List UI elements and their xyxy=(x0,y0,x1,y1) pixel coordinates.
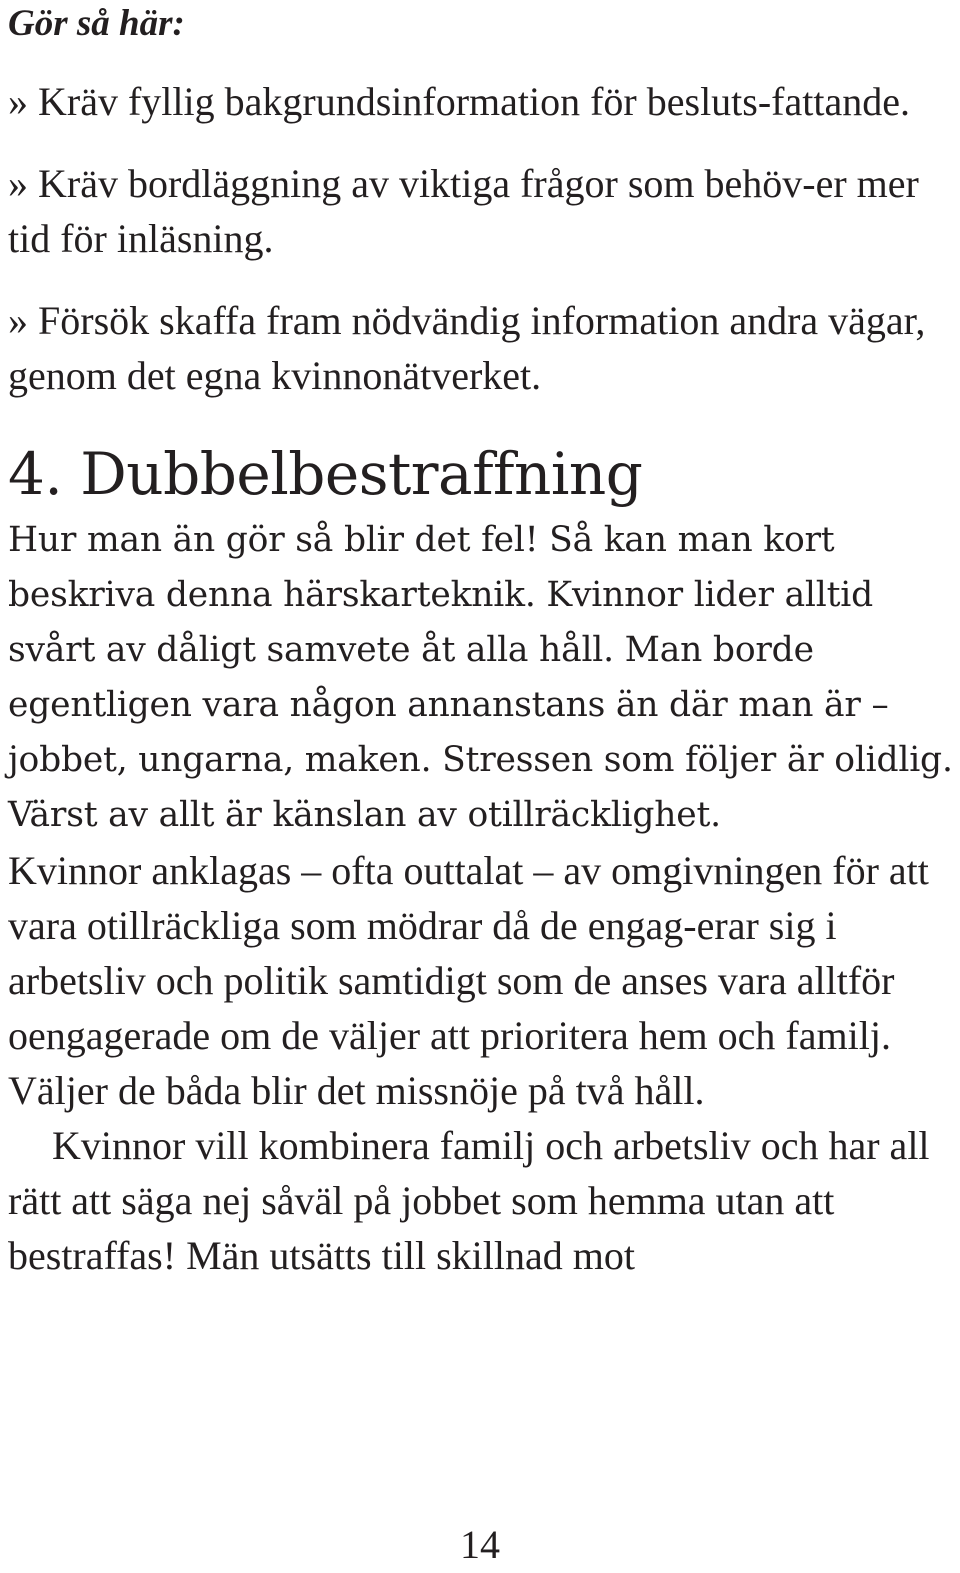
bullet-glyph: » xyxy=(8,298,28,343)
list-item-text: Försök skaffa fram nödvändig information andra vägar, genom det egna kvinnonätverket. xyxy=(8,298,926,398)
instructions-list xyxy=(8,74,958,403)
list-item xyxy=(8,156,958,266)
document-page xyxy=(8,0,958,1283)
body-paragraph: Kvinnor anklagas – ofta outtalat – av omgivningen för att vara otillräckliga som mödrar då de engag-erar sig i arbetsliv och politik samtidigt som de anses vara alltför oengagerade om de väljer att prioritera hem och familj. Väljer de båda blir det missnöje på två håll. xyxy=(8,848,929,1113)
body-paragraph: Kvinnor vill kombinera familj och arbetsliv och har all rätt att säga nej såväl på jobbet som hemma utan att bestraffas! Män utsätts till skillnad mot xyxy=(8,1123,930,1278)
section-lead-paragraph: Hur man än gör så blir det fel! Så kan man kort beskriva denna härskarteknik. Kvinnor lider alltid svårt av dåligt samvete åt alla håll. Man borde egentligen vara någon annanstans än där man är – jobbet, ungarna, maken. Stressen som följer är olidlig. Värst av allt är känslan av otillräcklighet. xyxy=(8,520,953,835)
list-item-text: Kräv fyllig bakgrundsinformation för besluts-fattande. xyxy=(38,79,910,124)
list-item xyxy=(8,293,958,403)
bullet-glyph: » xyxy=(8,161,28,206)
list-item xyxy=(8,74,958,129)
page-number: 14 xyxy=(460,1522,500,1567)
instructions-heading: Gör så här: xyxy=(8,3,185,44)
list-item-text: Kräv bordläggning av viktiga frågor som behöv-er mer tid för inläsning. xyxy=(8,161,919,261)
section-title: 4. Dubbelbestraffning xyxy=(8,440,643,508)
bullet-glyph: » xyxy=(8,79,28,124)
